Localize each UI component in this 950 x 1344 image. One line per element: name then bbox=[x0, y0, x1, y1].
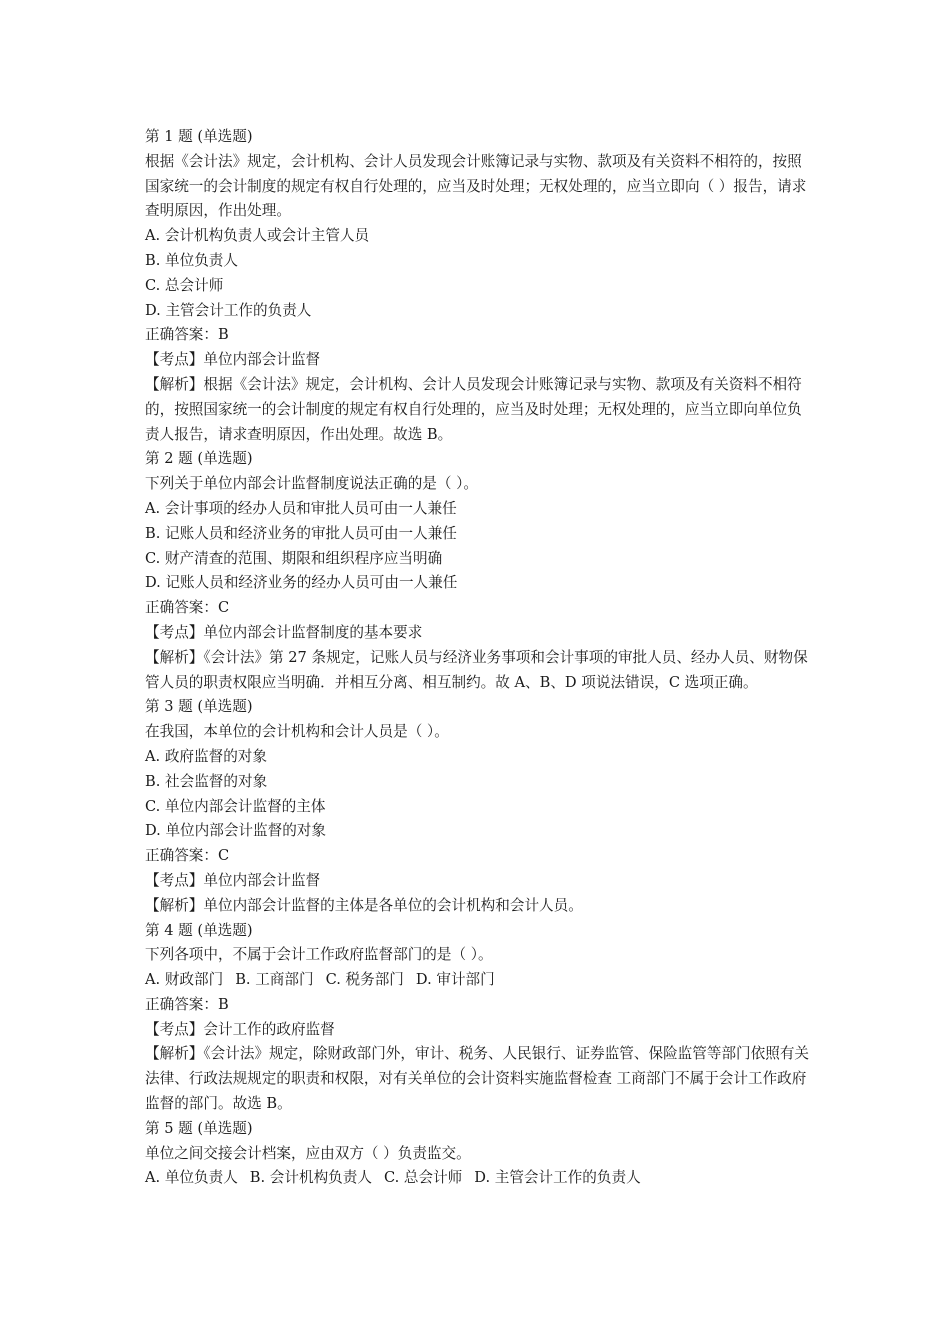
explanation: 【解析】单位内部会计监督的主体是各单位的会计机构和会计人员。 bbox=[145, 896, 583, 914]
key-point: 【考点】单位内部会计监督制度的基本要求 bbox=[145, 623, 423, 641]
option-d: D. 单位内部会计监督的对象 bbox=[145, 822, 326, 840]
document-page bbox=[145, 125, 810, 1191]
option-c: C. 总会计师 bbox=[145, 276, 224, 294]
option-b: B. 工商部门 bbox=[235, 971, 314, 989]
correct-answer: 正确答案：C bbox=[145, 599, 230, 617]
option-a: A. 会计事项的经办人员和审批人员可由一人兼任 bbox=[145, 499, 457, 517]
options-inline bbox=[145, 1166, 810, 1191]
correct-answer: 正确答案：B bbox=[145, 995, 229, 1013]
question-stem: 下列关于单位内部会计监督制度说法正确的是（ ）。 bbox=[145, 475, 478, 493]
question-header: 第 4 题 (单选题) bbox=[145, 921, 253, 939]
option-c: C. 税务部门 bbox=[325, 971, 404, 989]
correct-answer: 正确答案：C bbox=[145, 847, 230, 865]
question-stem: 根据《会计法》规定，会计机构、会计人员发现会计账簿记录与实物、款项及有关资料不相符的，按照国家统一的会计制度的规定有权自行处理的，应当及时处理；无权处理的，应当立即向（ ）报告，请求查明原因，作出处理。 bbox=[145, 152, 807, 220]
option-b: B. 会计机构负责人 bbox=[249, 1169, 372, 1187]
option-b: B. 记账人员和经济业务的审批人员可由一人兼任 bbox=[145, 524, 457, 542]
option-c: C. 财产清查的范围、期限和组织程序应当明确 bbox=[145, 549, 443, 567]
option-d: D. 审计部门 bbox=[415, 971, 495, 989]
key-point: 【考点】单位内部会计监督 bbox=[145, 871, 321, 889]
explanation: 【解析】根据《会计法》规定，会计机构、会计人员发现会计账簿记录与实物、款项及有关资料不相符的，按照国家统一的会计制度的规定有权自行处理的，应当及时处理；无权处理的，应当立即向单位负责人报告，请求查明原因，作出处理。故选 B。 bbox=[145, 375, 802, 443]
explanation: 【解析】《会计法》规定，除财政部门外，审计、税务、人民银行、证券监管、保险监管等部门依照有关法律、行政法规规定的职责和权限，对有关单位的会计资料实施监督检查 工商部门不属于会计工作政府监督的部门。故选 B。 bbox=[145, 1045, 810, 1113]
option-a: A. 政府监督的对象 bbox=[145, 747, 267, 765]
option-b: B. 单位负责人 bbox=[145, 251, 238, 269]
option-d: D. 记账人员和经济业务的经办人员可由一人兼任 bbox=[145, 574, 458, 592]
option-c: C. 单位内部会计监督的主体 bbox=[145, 797, 326, 815]
key-point: 【考点】会计工作的政府监督 bbox=[145, 1020, 335, 1038]
option-c: C. 总会计师 bbox=[383, 1169, 463, 1187]
explanation: 【解析】《会计法》第 27 条规定，记账人员与经济业务事项和会计事项的审批人员、经办人员、财物保管人员的职责权限应当明确．并相互分离、相互制约。故 A、B、D 项说法错误，C 选项正确。 bbox=[145, 648, 808, 691]
option-a: A. 会计机构负责人或会计主管人员 bbox=[145, 227, 370, 245]
option-a: A. 单位负责人 bbox=[145, 1169, 238, 1187]
question-header: 第 3 题 (单选题) bbox=[145, 698, 253, 716]
key-point: 【考点】单位内部会计监督 bbox=[145, 351, 321, 369]
options-inline bbox=[145, 968, 810, 993]
question-header: 第 2 题 (单选题) bbox=[145, 450, 253, 468]
correct-answer: 正确答案：B bbox=[145, 326, 229, 344]
option-a: A. 财政部门 bbox=[145, 971, 224, 989]
option-d: D. 主管会计工作的负责人 bbox=[474, 1169, 641, 1187]
option-d: D. 主管会计工作的负责人 bbox=[145, 301, 312, 319]
question-stem: 在我国，本单位的会计机构和会计人员是（ ）。 bbox=[145, 723, 449, 741]
question-stem: 下列各项中，不属于会计工作政府监督部门的是（ ）。 bbox=[145, 946, 493, 964]
question-stem: 单位之间交接会计档案，应由双方（ ）负责监交。 bbox=[145, 1144, 471, 1162]
option-b: B. 社会监督的对象 bbox=[145, 772, 268, 790]
question-header: 第 5 题 (单选题) bbox=[145, 1119, 253, 1137]
question-header: 第 1 题 (单选题) bbox=[145, 128, 253, 145]
